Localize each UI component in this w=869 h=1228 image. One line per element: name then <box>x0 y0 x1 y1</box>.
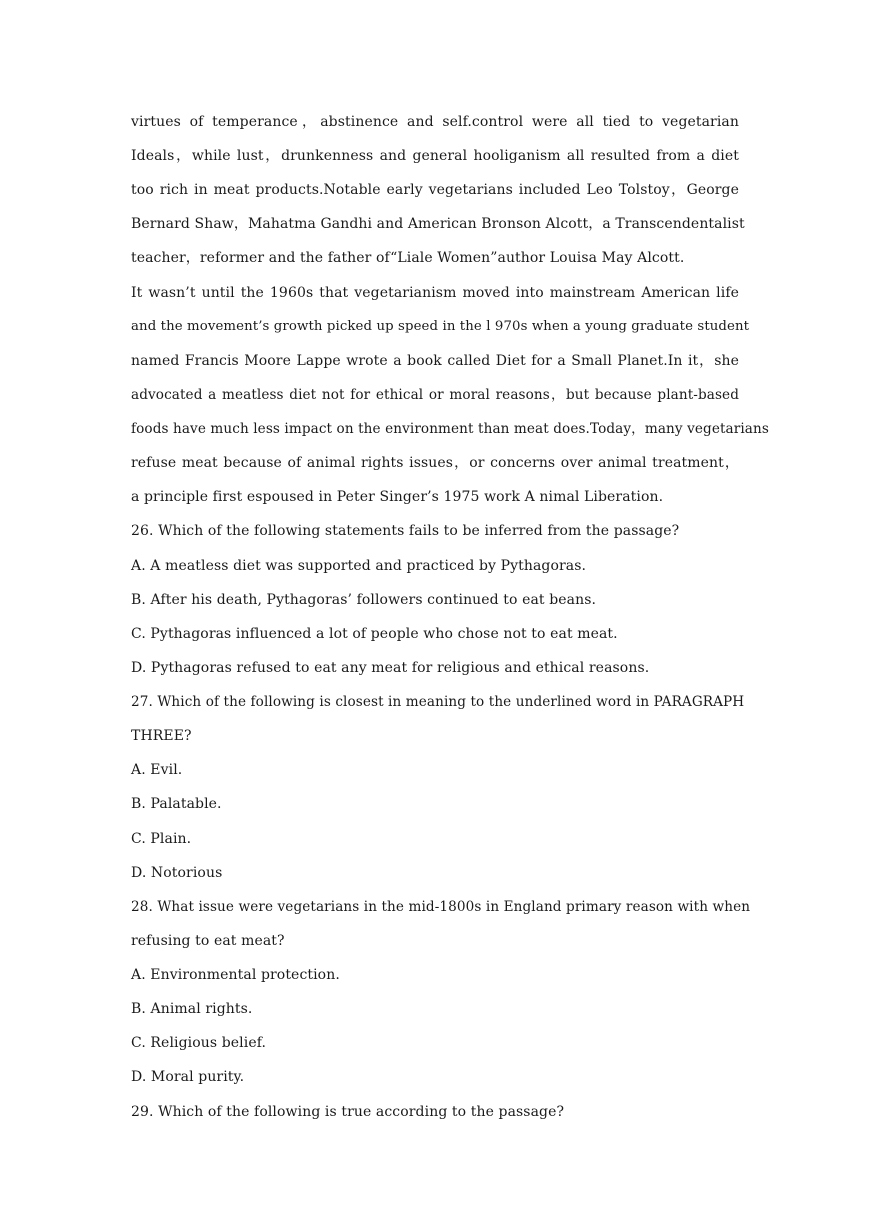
question-27-option-a: A. Evil. <box>131 762 183 778</box>
passage-line: Ideals，while lust，drunkenness and general hooliganism all resulted from a diet <box>131 148 739 164</box>
passage-line: teacher，reformer and the father of“Liale Women”author Louisa May Alcott. <box>131 250 685 266</box>
passage-line: a principle first espoused in Peter Singer’s 1975 work A nimal Liberation. <box>131 489 664 505</box>
passage-line: foods have much less impact on the environment than meat does.Today，many vegetarians <box>131 421 769 437</box>
question-27-option-d: D. Notorious <box>131 865 223 881</box>
passage-line: and the movement’s growth picked up speed in the l 970s when a young graduate student <box>131 319 750 334</box>
question-27-stem-cont: THREE? <box>131 728 192 744</box>
passage-line: advocated a meatless diet not for ethical or moral reasons，but because plant-based <box>131 387 739 403</box>
passage-line: named Francis Moore Lappe wrote a book called Diet for a Small Planet.In it，she <box>131 353 739 369</box>
question-27-stem: 27. Which of the following is closest in meaning to the underlined word in PARAGRAPH <box>131 694 745 710</box>
question-26-option-d: D. Pythagoras refused to eat any meat for religious and ethical reasons. <box>131 660 650 676</box>
question-28-stem: 28. What issue were vegetarians in the mid-1800s in England primary reason with when <box>131 899 751 915</box>
passage-line: refuse meat because of animal rights issues，or concerns over animal treatment， <box>131 455 739 471</box>
passage-line: It wasn’t until the 1960s that vegetarianism moved into mainstream American life <box>131 285 739 301</box>
question-26-option-c: C. Pythagoras influenced a lot of people who chose not to eat meat. <box>131 626 618 642</box>
question-29-stem: 29. Which of the following is true according to the passage? <box>131 1104 565 1120</box>
question-28-option-a: A. Environmental protection. <box>131 967 340 983</box>
question-28-stem-cont: refusing to eat meat? <box>131 933 285 949</box>
question-28-option-b: B. Animal rights. <box>131 1001 253 1017</box>
question-26-option-b: B. After his death, Pythagoras’ followers continued to eat beans. <box>131 592 597 608</box>
question-27-option-c: C. Plain. <box>131 831 192 847</box>
question-27-option-b: B. Palatable. <box>131 796 222 812</box>
question-26-stem: 26. Which of the following statements fails to be inferred from the passage? <box>131 523 680 539</box>
passage-line: virtues of temperance，abstinence and self.control were all tied to vegetarian <box>131 114 739 130</box>
question-28-option-c: C. Religious belief. <box>131 1035 267 1051</box>
question-26-option-a: A. A meatless diet was supported and practiced by Pythagoras. <box>131 558 587 574</box>
passage-line: Bernard Shaw，Mahatma Gandhi and American Bronson Alcott，a Transcendentalist <box>131 216 745 232</box>
passage-line: too rich in meat products.Notable early vegetarians included Leo Tolstoy，George <box>131 182 739 198</box>
question-28-option-d: D. Moral purity. <box>131 1069 245 1085</box>
